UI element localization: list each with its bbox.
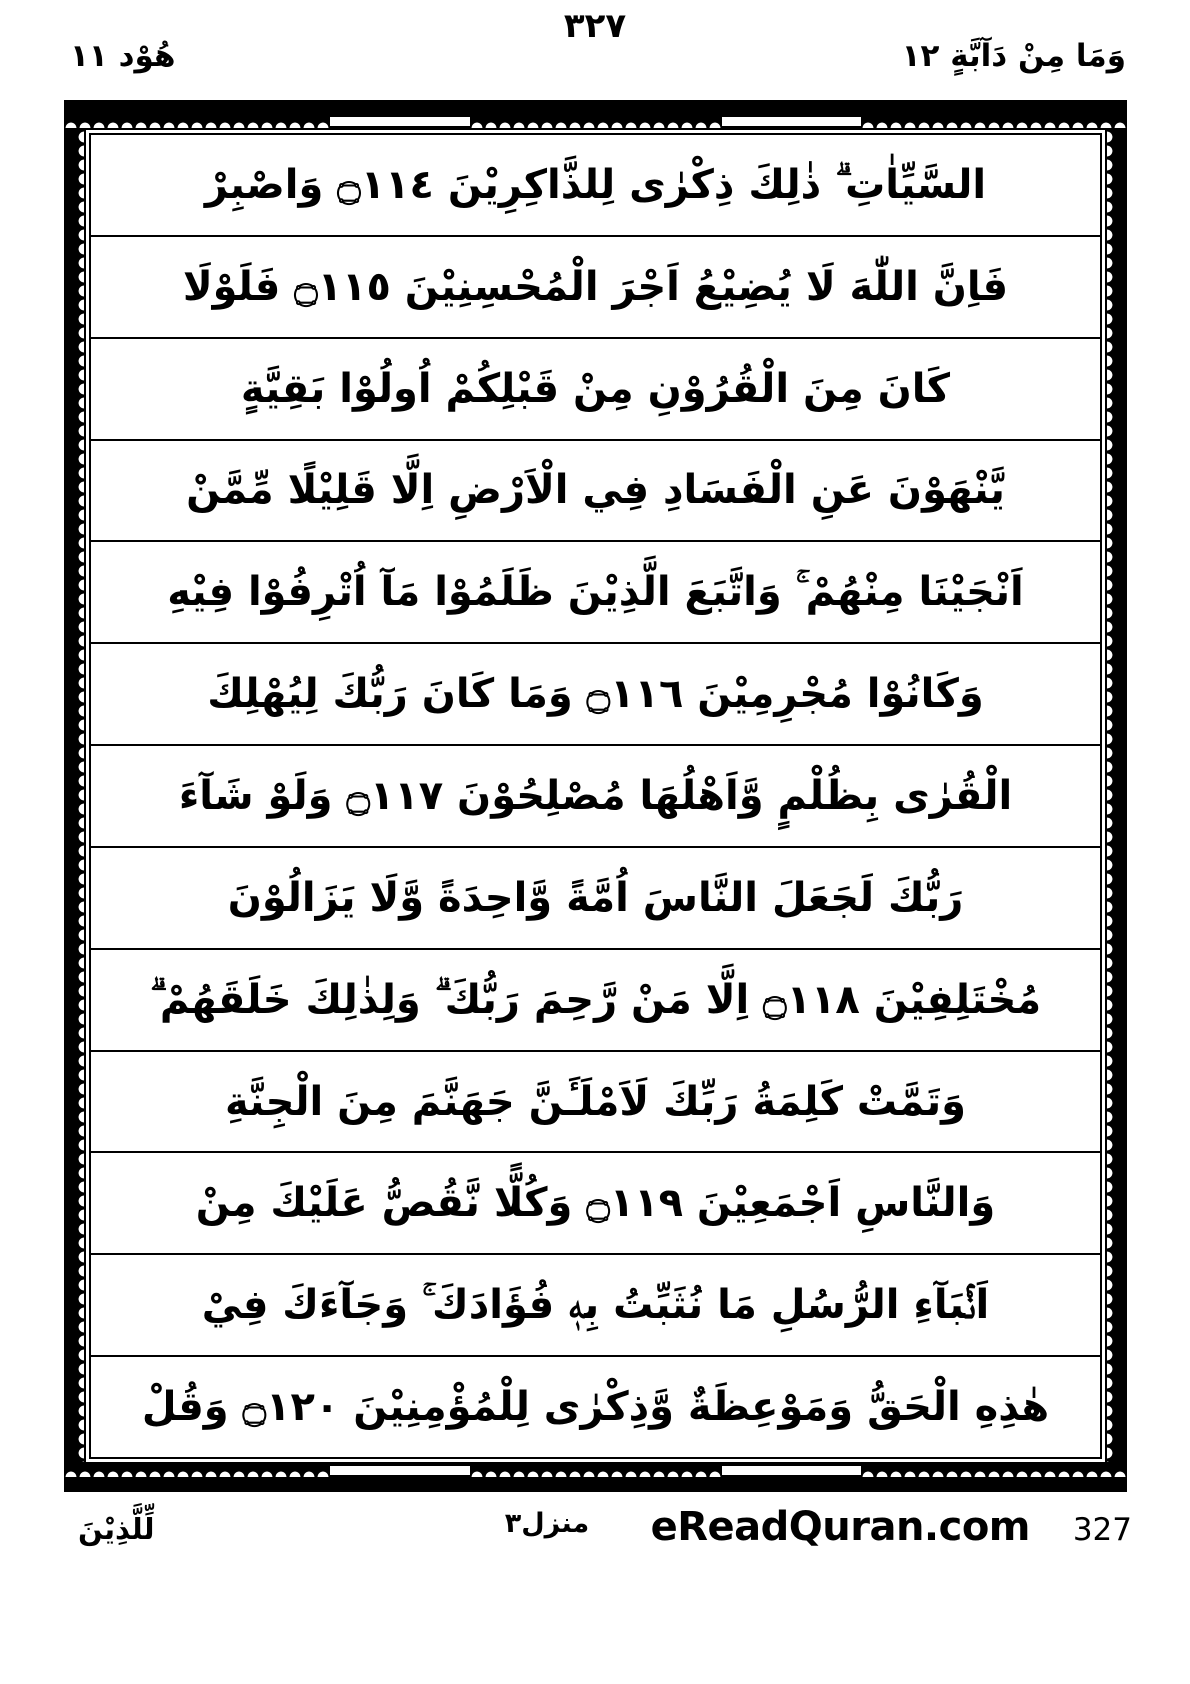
page-border-frame xyxy=(64,100,1127,1492)
ayah-line xyxy=(91,1153,1100,1255)
ayah-line xyxy=(91,644,1100,746)
surah-label: هُوْد ١١ xyxy=(70,38,176,74)
ayah-line xyxy=(91,542,1100,644)
ayah-line xyxy=(91,848,1100,950)
juz-label: وَمَا مِنْ دَآبَّةٍ ١٢ xyxy=(901,38,1126,74)
ayah-line xyxy=(91,237,1100,339)
ornament-band-left xyxy=(64,130,86,1462)
ayah-line-text: السَّيِّاٰتِ ۗ ذٰلِكَ ذِكْرٰى لِلذَّاكِرِيْنَ ۝١١٤ وَاصْبِرْ xyxy=(204,161,987,208)
header-page-number-arabic: ٣٢٧ xyxy=(563,6,627,46)
ayah-text-block xyxy=(89,133,1102,1459)
ayah-line xyxy=(91,746,1100,848)
ayah-line-text: مُخْتَلِفِيْنَ ۝١١٨ اِلَّا مَنْ رَّحِمَ رَبُّكَ ۗ وَلِذٰلِكَ خَلَقَهُمْ ۗ xyxy=(149,976,1042,1023)
footer-catchword: لِّلَّذِيْنَ xyxy=(78,1512,155,1546)
ornament-band-right xyxy=(1105,130,1127,1462)
ayah-line xyxy=(91,1255,1100,1357)
ayah-line-text: وَتَمَّتْ كَلِمَةُ رَبِّكَ لَاَمْلَـَٔنَّ جَهَنَّمَ مِنَ الْجِنَّةِ xyxy=(225,1078,966,1125)
ornament-band-bottom xyxy=(64,1462,1127,1492)
ayah-line-text: وَالنَّاسِ اَجْمَعِيْنَ ۝١١٩ وَكُلًّا نَّقُصُّ عَلَيْكَ مِنْ xyxy=(195,1180,996,1227)
ayah-line-text: رَبُّكَ لَجَعَلَ النَّاسَ اُمَّةً وَّاحِدَةً وَّلَا يَزَالُوْنَ xyxy=(227,874,964,921)
ayah-line-text: الْقُرٰى بِظُلْمٍ وَّاَهْلُهَا مُصْلِحُوْنَ ۝١١٧ وَلَوْ شَآءَ xyxy=(178,772,1013,819)
page-footer xyxy=(0,1498,1190,1618)
footer-manzil-label: منزل٣ xyxy=(504,1508,590,1539)
ayah-line-text: يَّنْهَوْنَ عَنِ الْفَسَادِ فِي الْاَرْضِ اِلَّا قَلِيْلًا مِّمَّنْ xyxy=(186,467,1005,514)
ayah-line-text: اَنْجَيْنَا مِنْهُمْ ۚ وَاتَّبَعَ الَّذِيْنَ ظَلَمُوْا مَآ اُتْرِفُوْا فِيْهِ xyxy=(167,569,1024,616)
ornament-band-top xyxy=(64,100,1127,130)
ayah-line xyxy=(91,339,1100,441)
ayah-line-text: كَانَ مِنَ الْقُرُوْنِ مِنْ قَبْلِكُمْ اُولُوْا بَقِيَّةٍ xyxy=(240,365,951,412)
ayah-line-text: وَكَانُوْا مُجْرِمِيْنَ ۝١١٦ وَمَا كَانَ رَبُّكَ لِيُهْلِكَ xyxy=(207,671,984,718)
ayah-line-text: اَنْۢبَآءِ الرُّسُلِ مَا نُثَبِّتُ بِهٖ فُؤَادَكَ ۚ وَجَآءَكَ فِيْ xyxy=(201,1282,990,1329)
footer-watermark: eReadQuran.com xyxy=(650,1504,1030,1550)
ayah-line-text: فَاِنَّ اللّٰهَ لَا يُضِيْعُ اَجْرَ الْمُحْسِنِيْنَ ۝١١٥ فَلَوْلَا xyxy=(182,263,1009,310)
ayah-line xyxy=(91,1357,1100,1457)
ayah-line-text: هٰذِهِ الْحَقُّ وَمَوْعِظَةٌ وَّذِكْرٰى لِلْمُؤْمِنِيْنَ ۝١٢٠ وَقُلْ xyxy=(141,1384,1050,1431)
ayah-line xyxy=(91,950,1100,1052)
ayah-line xyxy=(91,1052,1100,1154)
ayah-line xyxy=(91,441,1100,543)
ayah-line xyxy=(91,135,1100,237)
footer-page-number: 327 xyxy=(1072,1512,1132,1548)
